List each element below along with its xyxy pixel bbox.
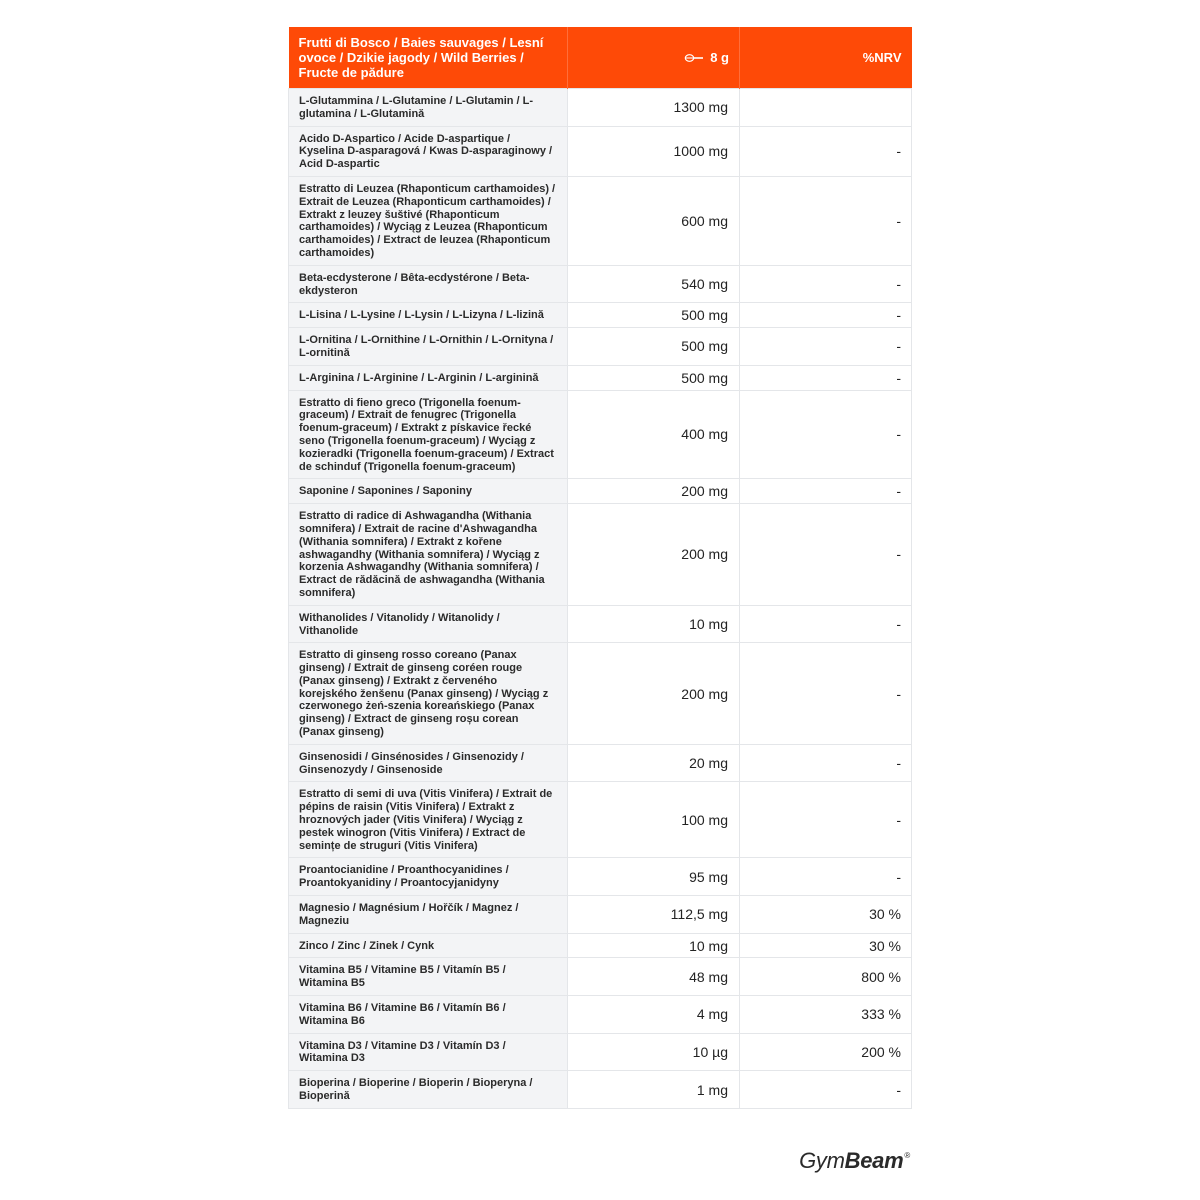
ingredient-amount: 1300 mg bbox=[568, 89, 740, 127]
serving-header bbox=[568, 27, 740, 89]
ingredient-nrv: 333 % bbox=[740, 996, 912, 1034]
ingredient-nrv bbox=[740, 89, 912, 127]
ingredient-nrv: - bbox=[740, 303, 912, 328]
ingredient-amount: 200 mg bbox=[568, 643, 740, 745]
table-row bbox=[289, 858, 912, 896]
table-row bbox=[289, 328, 912, 366]
ingredient-name: Vitamina B5 / Vitamine B5 / Vitamín B5 / Witamina B5 bbox=[289, 958, 568, 996]
serving-size: 8 g bbox=[710, 50, 729, 65]
ingredient-amount: 48 mg bbox=[568, 958, 740, 996]
ingredient-amount: 500 mg bbox=[568, 303, 740, 328]
ingredient-amount: 200 mg bbox=[568, 479, 740, 504]
table-row bbox=[289, 896, 912, 934]
table-row bbox=[289, 958, 912, 996]
table-row bbox=[289, 365, 912, 390]
table-row bbox=[289, 1071, 912, 1109]
ingredient-nrv: - bbox=[740, 390, 912, 479]
ingredient-name: Estratto di radice di Ashwagandha (Withania somnifera) / Extrait de racine d'Ashwagandha (Withania somnifera) / Extrakt z kořene ashwagandhy (Withania somnifera) / Wyciąg z korzenia Ashwagandhy (Withania somnifera) / Extract de rădăcină de ashwagandha (Withania somnifera) bbox=[289, 504, 568, 606]
table-row bbox=[289, 479, 912, 504]
table-row bbox=[289, 996, 912, 1034]
ingredient-nrv: - bbox=[740, 365, 912, 390]
table-row bbox=[289, 782, 912, 858]
ingredient-nrv: - bbox=[740, 328, 912, 366]
ingredient-nrv: - bbox=[740, 479, 912, 504]
ingredient-nrv: 200 % bbox=[740, 1033, 912, 1071]
ingredient-name: Ginsenosidi / Ginsénosides / Ginsenozidy / Ginsenozydy / Ginsenoside bbox=[289, 744, 568, 782]
ingredient-name: Vitamina D3 / Vitamine D3 / Vitamín D3 / Witamina D3 bbox=[289, 1033, 568, 1071]
ingredient-amount: 4 mg bbox=[568, 996, 740, 1034]
table-row bbox=[289, 504, 912, 606]
ingredient-name: L-Lisina / L-Lysine / L-Lysin / L-Lizyna / L-lizină bbox=[289, 303, 568, 328]
ingredient-name: Beta-ecdysterone / Bêta-ecdystérone / Beta-ekdysteron bbox=[289, 265, 568, 303]
ingredient-name: Proantocianidine / Proanthocyanidines / Proantokyanidiny / Proantocyjanidyny bbox=[289, 858, 568, 896]
table-row bbox=[289, 126, 912, 176]
ingredient-amount: 20 mg bbox=[568, 744, 740, 782]
gymbeam-logo: GymBeam® bbox=[799, 1148, 910, 1173]
table-row bbox=[289, 176, 912, 265]
table-row bbox=[289, 303, 912, 328]
ingredient-name: Vitamina B6 / Vitamine B6 / Vitamín B6 / Witamina B6 bbox=[289, 996, 568, 1034]
ingredient-amount: 112,5 mg bbox=[568, 896, 740, 934]
ingredient-amount: 400 mg bbox=[568, 390, 740, 479]
table-row bbox=[289, 390, 912, 479]
table-header-row bbox=[289, 27, 912, 89]
ingredient-nrv: 30 % bbox=[740, 933, 912, 958]
ingredient-name: Zinco / Zinc / Zinek / Cynk bbox=[289, 933, 568, 958]
table-row bbox=[289, 933, 912, 958]
ingredient-nrv: 800 % bbox=[740, 958, 912, 996]
ingredient-nrv: - bbox=[740, 265, 912, 303]
ingredient-nrv: - bbox=[740, 858, 912, 896]
ingredient-name: Saponine / Saponines / Saponiny bbox=[289, 479, 568, 504]
ingredient-amount: 500 mg bbox=[568, 328, 740, 366]
ingredient-name: L-Arginina / L-Arginine / L-Arginin / L-arginină bbox=[289, 365, 568, 390]
ingredient-name: Estratto di Leuzea (Rhaponticum carthamoides) / Extrait de Leuzea (Rhaponticum carthamoides) / Extrakt z leuzey šuštivé (Rhaponticum carthamoides) / Wyciąg z Leuzea (Rhaponticum carthamoides) / Extract de leuzea (Rhaponticum carthamoides) bbox=[289, 176, 568, 265]
ingredient-amount: 10 mg bbox=[568, 605, 740, 643]
ingredient-nrv: - bbox=[740, 744, 912, 782]
ingredient-name: Estratto di semi di uva (Vitis Vinifera) / Extrait de pépins de raisin (Vitis Vinifera) / Extrakt z hroznových jader (Vitis Vinifera) / Wyciąg z pestek winogron (Vitis Vinifera) / Extract de semințe de struguri (Vitis Vinifera) bbox=[289, 782, 568, 858]
ingredient-nrv: - bbox=[740, 643, 912, 745]
table-row bbox=[289, 1033, 912, 1071]
ingredient-name: Acido D-Aspartico / Acide D-aspartique / Kyselina D-asparagová / Kwas D-asparaginowy / Acid D-aspartic bbox=[289, 126, 568, 176]
ingredient-name: Withanolides / Vitanolidy / Witanolidy / Vithanolide bbox=[289, 605, 568, 643]
table-row bbox=[289, 89, 912, 127]
ingredient-name: Estratto di fieno greco (Trigonella foenum-graceum) / Extrait de fenugrec (Trigonella foenum-graceum) / Extrakt z pískavice řecké seno (Trigonella foenum-graceum) / Wyciąg z kozieradki (Trigonella foenum-graceum) / Extract de schinduf (Trigonella foenum-graceum) bbox=[289, 390, 568, 479]
ingredient-nrv: - bbox=[740, 605, 912, 643]
ingredient-name: Bioperina / Bioperine / Bioperin / Bioperyna / Bioperină bbox=[289, 1071, 568, 1109]
ingredient-amount: 200 mg bbox=[568, 504, 740, 606]
ingredient-nrv: 30 % bbox=[740, 896, 912, 934]
nrv-header: %NRV bbox=[740, 27, 912, 89]
ingredient-nrv: - bbox=[740, 176, 912, 265]
table-row bbox=[289, 265, 912, 303]
ingredient-amount: 540 mg bbox=[568, 265, 740, 303]
ingredient-nrv: - bbox=[740, 782, 912, 858]
nutrition-table bbox=[288, 27, 912, 1109]
table-row bbox=[289, 744, 912, 782]
flavor-header: Frutti di Bosco / Baies sauvages / Lesní ovoce / Dzikie jagody / Wild Berries / Fructe de pădure bbox=[289, 27, 568, 89]
table-row bbox=[289, 643, 912, 745]
ingredient-nrv: - bbox=[740, 1071, 912, 1109]
ingredient-name: L-Ornitina / L-Ornithine / L-Ornithin / L-Ornityna / L-ornitină bbox=[289, 328, 568, 366]
ingredient-amount: 10 mg bbox=[568, 933, 740, 958]
ingredient-amount: 100 mg bbox=[568, 782, 740, 858]
ingredient-amount: 95 mg bbox=[568, 858, 740, 896]
scoop-icon bbox=[684, 53, 704, 63]
ingredient-amount: 1000 mg bbox=[568, 126, 740, 176]
ingredient-amount: 600 mg bbox=[568, 176, 740, 265]
table-row bbox=[289, 605, 912, 643]
ingredient-amount: 500 mg bbox=[568, 365, 740, 390]
ingredient-amount: 10 µg bbox=[568, 1033, 740, 1071]
ingredient-nrv: - bbox=[740, 504, 912, 606]
ingredient-name: Estratto di ginseng rosso coreano (Panax ginseng) / Extrait de ginseng coréen rouge (Panax ginseng) / Extrakt z červeného korejského ženšenu (Panax ginseng) / Wyciąg z czerwonego żeń-szenia koreańskiego (Panax ginseng) / Extract de ginseng roșu corean (Panax ginseng) bbox=[289, 643, 568, 745]
ingredient-name: Magnesio / Magnésium / Hořčík / Magnez / Magneziu bbox=[289, 896, 568, 934]
ingredient-amount: 1 mg bbox=[568, 1071, 740, 1109]
ingredient-nrv: - bbox=[740, 126, 912, 176]
ingredient-name: L-Glutammina / L-Glutamine / L-Glutamin / L-glutamina / L-Glutamină bbox=[289, 89, 568, 127]
